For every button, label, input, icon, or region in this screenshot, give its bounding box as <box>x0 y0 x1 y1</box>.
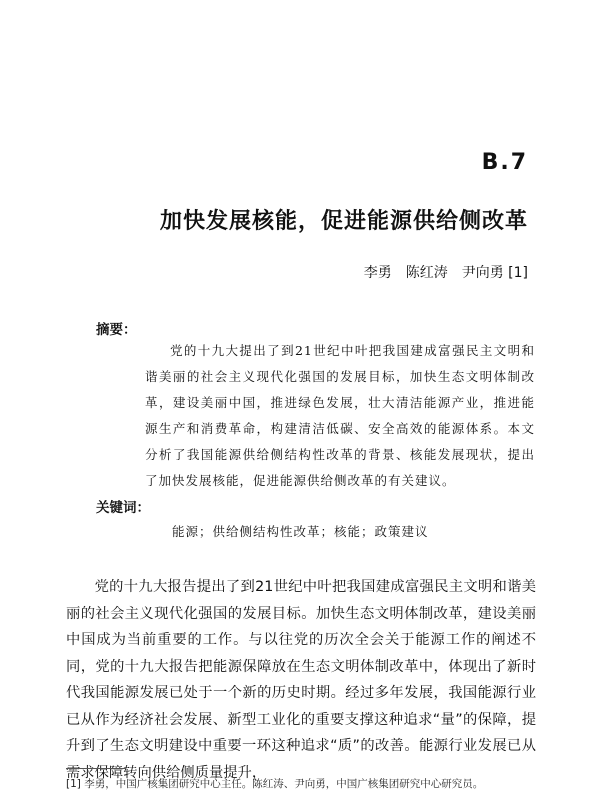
abstract-text: 党的十九大提出了到21世纪中叶把我国建成富强民主文明和谐美丽的社会主义现代化强国的发展目标，加快生态文明体制改革，建设美丽中国，推进绿色发展，壮大清洁能源产业，推进能源生产和消费革命，构建清洁低碳、安全高效的能源体系。本文分析了我国能源供给侧结构性改革的背景、核能发展现状，提出了加快发展核能，促进能源供给侧改革的有关建议。 <box>145 343 535 488</box>
keywords-label: 关键词： <box>96 500 150 516</box>
chapter-title: 加快发展核能，促进能源供给侧改革 <box>159 209 528 234</box>
chapter-number: B.7 <box>481 150 528 175</box>
body-paragraph: 党的十九大报告提出了到21世纪中叶把我国建成富强民主文明和谐美丽的社会主义现代化强国的发展目标。加快生态文明体制改革，建设美丽中国成为当前重要的工作。与以往党的历次全会关于能源工作的阐述不同，党的十九大报告把能源保障放在生态文明体制改革中，体现出了新时代我国能源发展已处于一个新的历史时期。经过多年发展，我国能源行业已从作为经济社会发展、新型工业化的重要支撑这种追求“量”的保障，提升到了生态文明建设中重要一环这种追求“质”的改善。能源行业发展已从需求保障转向供给侧质量提升， <box>66 579 536 781</box>
authors: 李勇 陈红涛 尹向勇 [1] <box>363 265 528 281</box>
footnote-divider <box>66 768 126 769</box>
footnote: [1] 李勇，中国广核集团研究中心主任。陈红涛、尹向勇，中国广核集团研究中心研究员。 <box>66 778 484 790</box>
abstract-label: 摘要： <box>96 322 137 338</box>
keywords-text: 能源；供给侧结构性改革；核能；政策建议 <box>172 524 429 539</box>
